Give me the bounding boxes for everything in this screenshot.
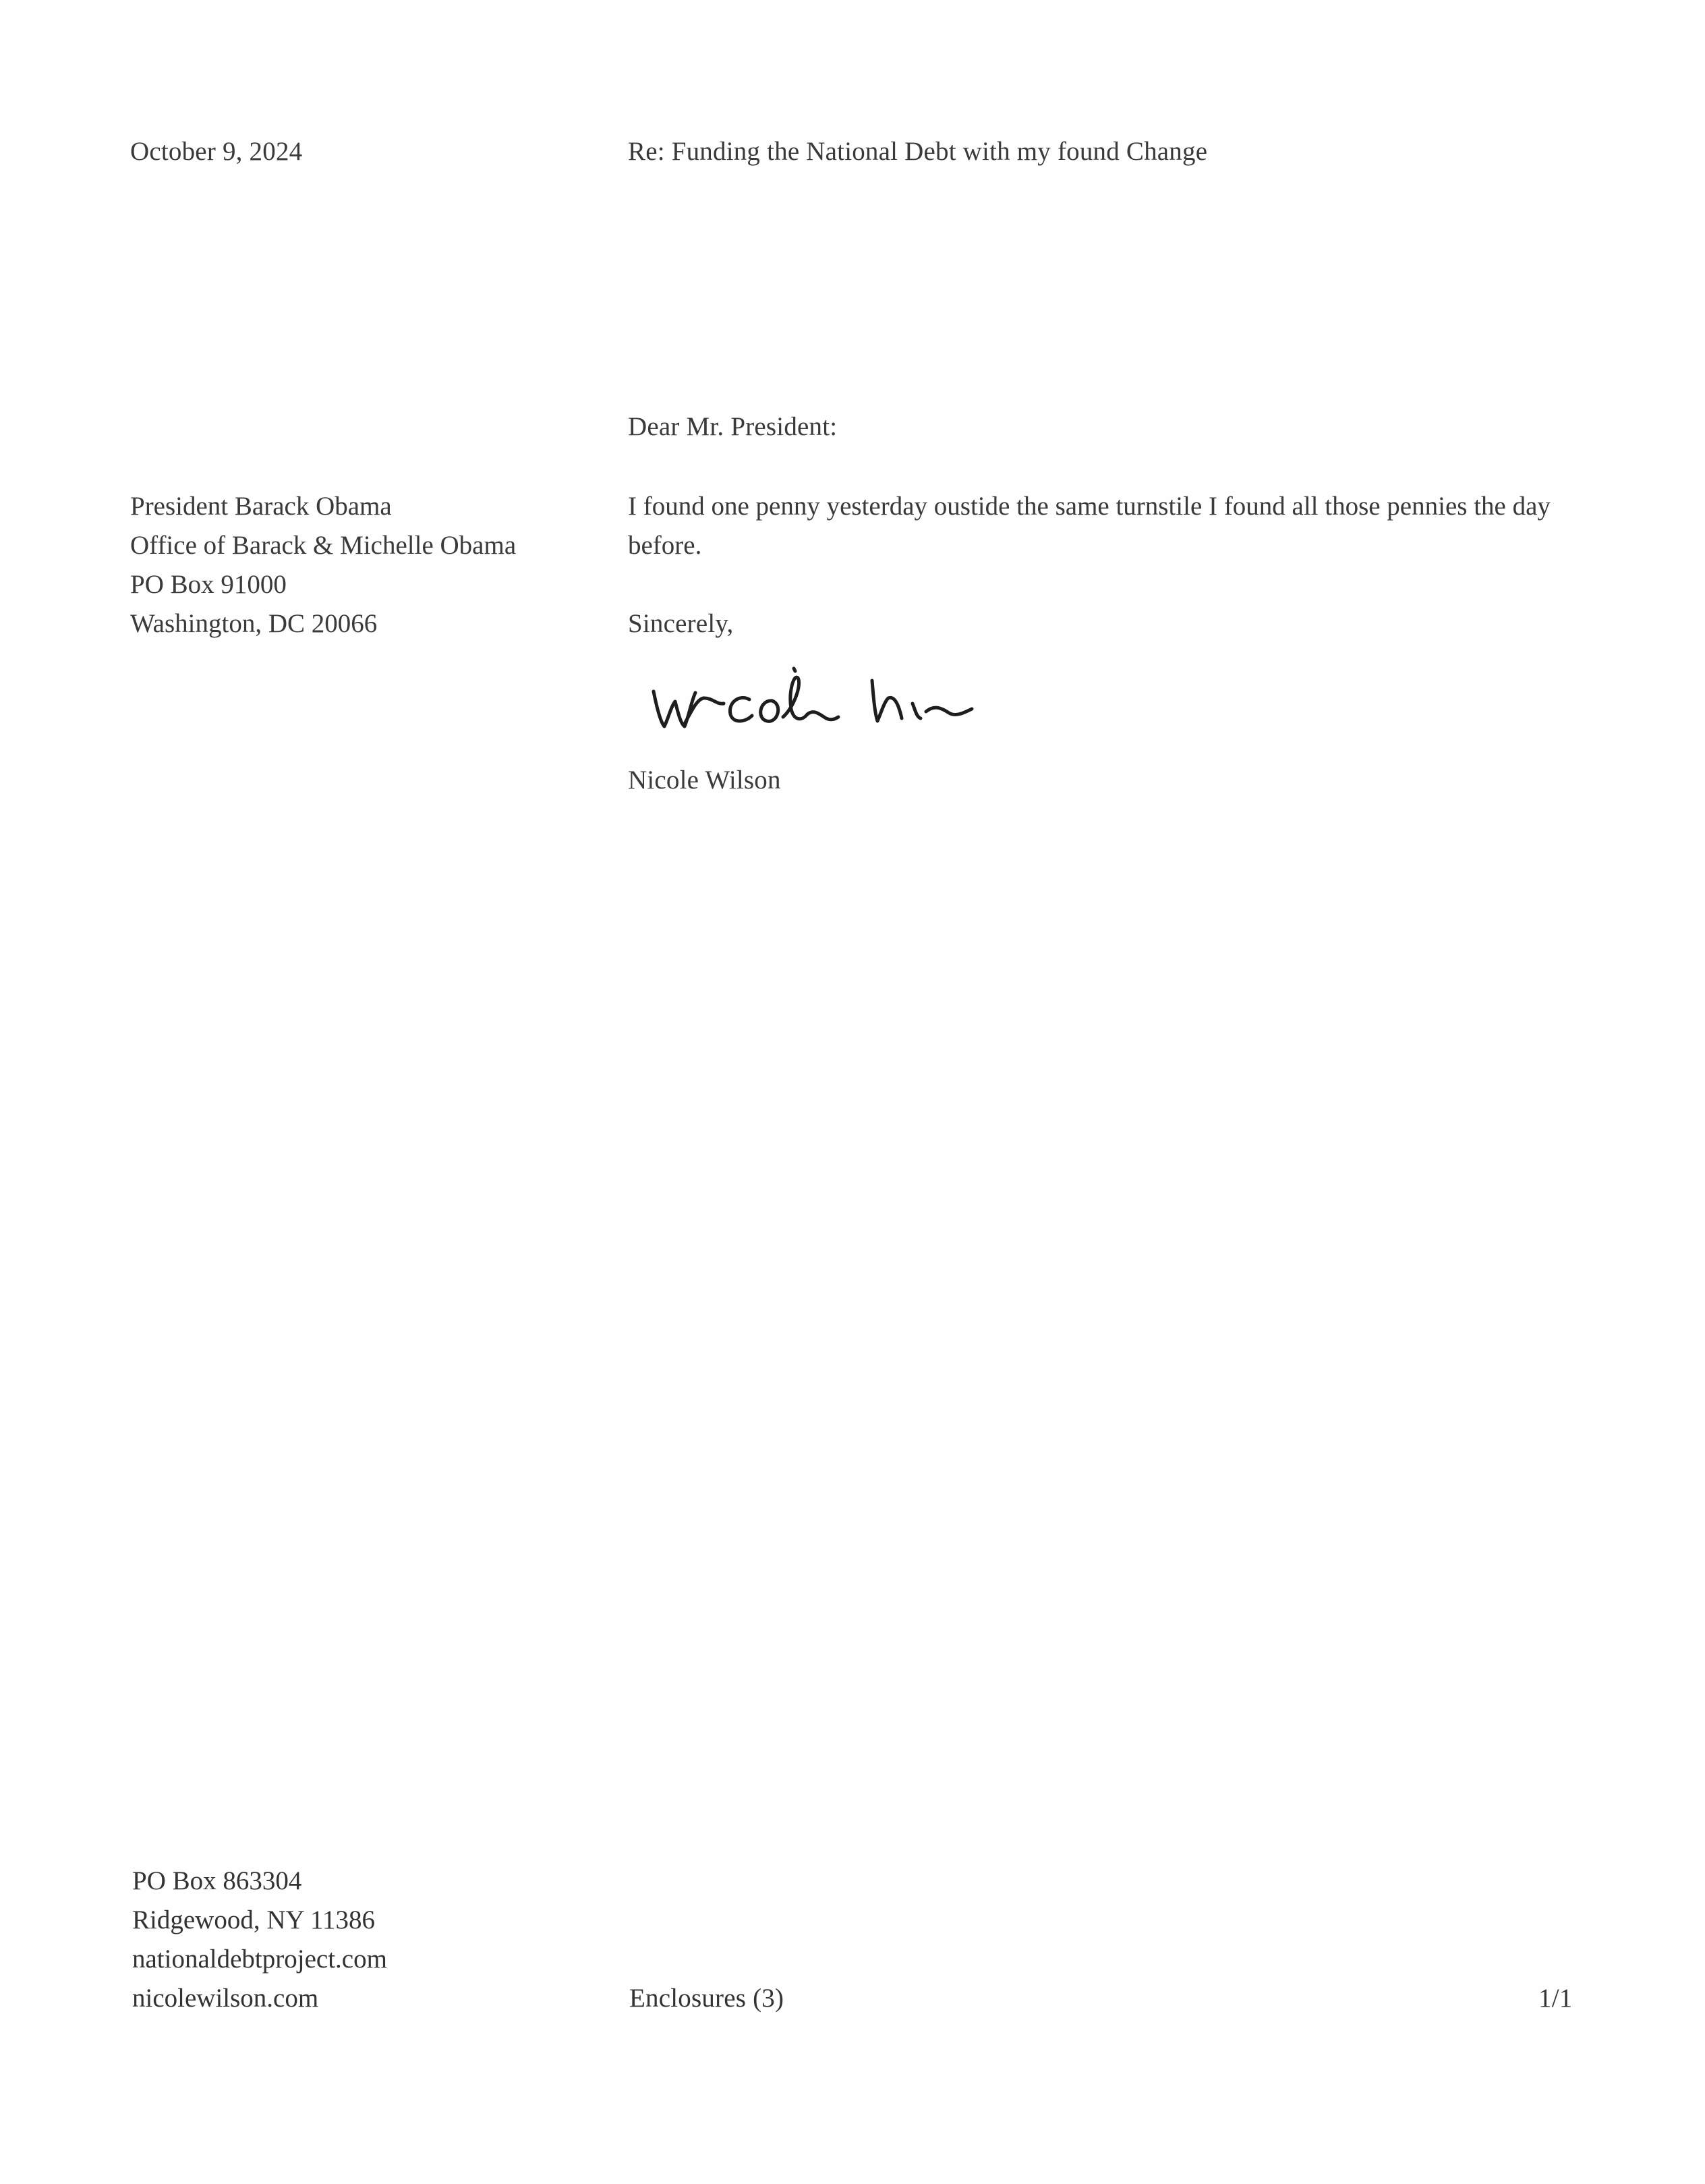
recipient-city-state-zip: Washington, DC 20066 [130,609,378,638]
closing: Sincerely, [628,609,734,638]
footer-city-state-zip: Ridgewood, NY 11386 [132,1905,376,1934]
letter-subject: Re: Funding the National Debt with my found Change [628,137,1208,166]
letter-body: I found one penny yesterday oustide the same turnstile I found all those pennies the day before. [628,492,1551,560]
footer-po-box: PO Box 863304 [132,1866,302,1895]
recipient-address [130,487,516,643]
letter-date: October 9, 2024 [130,137,303,166]
recipient-name: President Barack Obama [130,492,392,521]
footer-website-personal[interactable]: nicolewilson.com [132,1984,319,2013]
enclosures-note: Enclosures (3) [629,1984,784,2013]
recipient-po-box: PO Box 91000 [130,570,287,599]
page-number: 1/1 [1538,1984,1573,2013]
footer-sender-address [132,1862,387,2018]
sender-name: Nicole Wilson [628,766,781,795]
footer-website-national-debt[interactable]: nationaldebtproject.com [132,1945,387,1974]
handwritten-signature-icon [644,664,995,739]
salutation: Dear Mr. President: [628,412,838,441]
recipient-office: Office of Barack & Michelle Obama [130,531,517,560]
